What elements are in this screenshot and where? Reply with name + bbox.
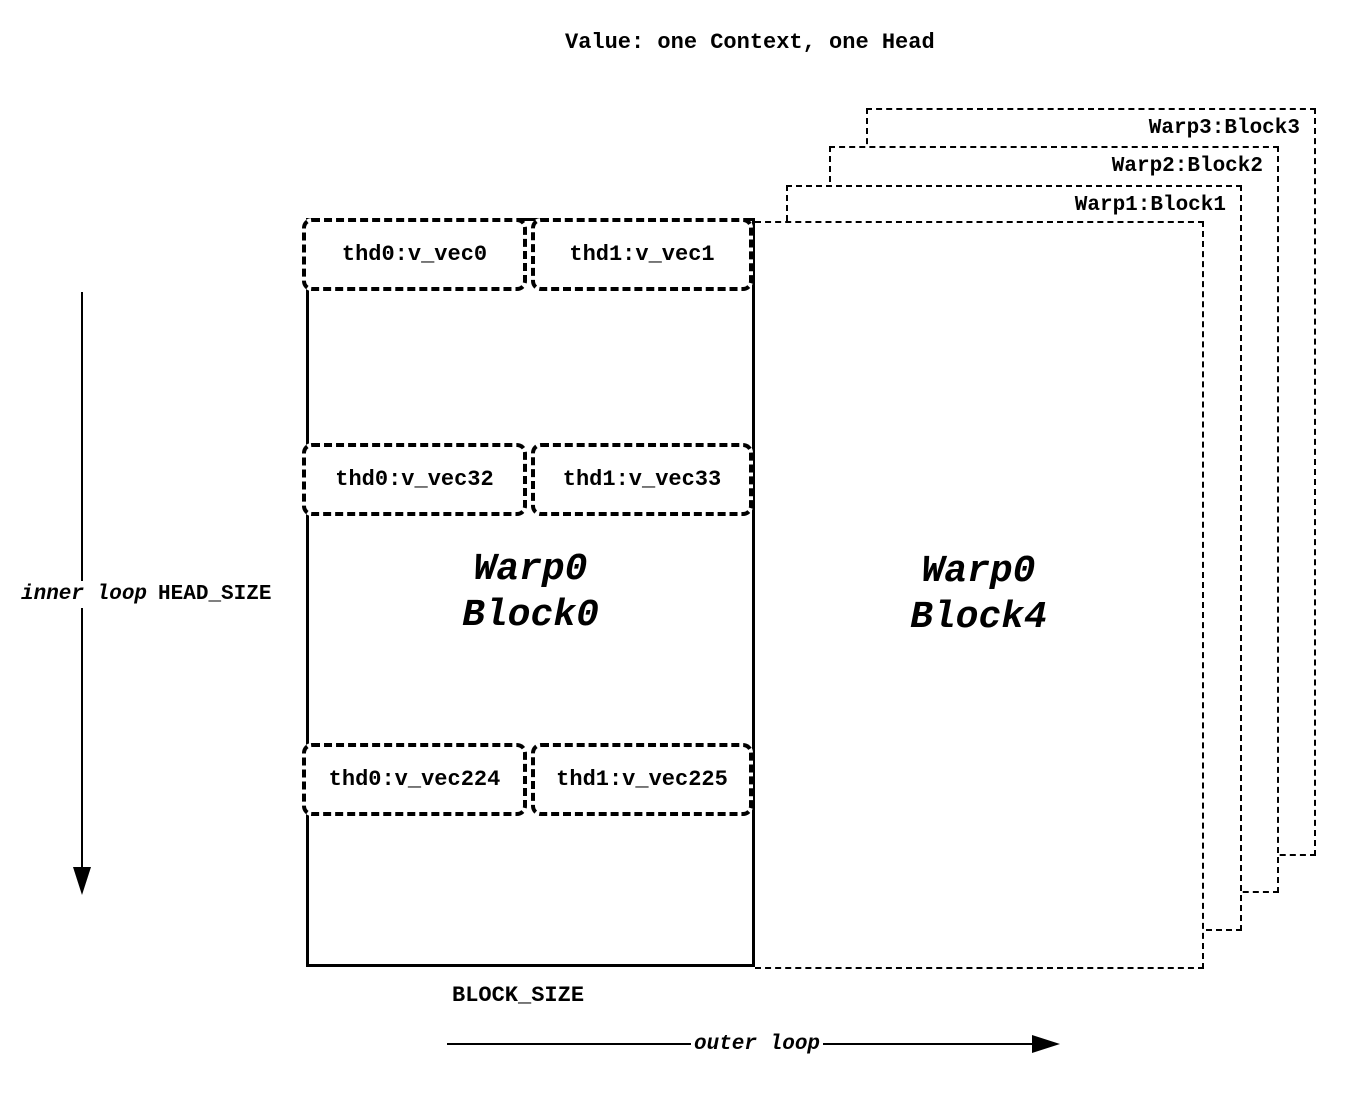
thread-cell-v-vec224: thd0:v_vec224	[302, 743, 527, 816]
thread-cell-v-vec33: thd1:v_vec33	[531, 443, 753, 516]
head-size-label: HEAD_SIZE	[158, 583, 272, 606]
warp0-block0-label	[462, 547, 599, 639]
warp1-block1-label: Warp1:Block1	[1074, 194, 1226, 217]
warp0-block0-rect	[306, 218, 755, 967]
block-size-label: BLOCK_SIZE	[452, 983, 585, 1008]
warp2-block2-label: Warp2:Block2	[1111, 155, 1263, 178]
warp0-block4-warp-line: Warp0	[921, 550, 1036, 593]
warp0-block0-warp-line: Warp0	[473, 547, 588, 591]
warp0-block4-block-line: Block4	[910, 596, 1047, 639]
warp0-block0-block-line: Block0	[462, 593, 599, 637]
warp0-block4-label	[910, 549, 1047, 641]
thread-cell-v-vec0: thd0:v_vec0	[302, 218, 527, 291]
outer-loop-label: outer loop	[691, 1031, 823, 1058]
warp0-block4-rect	[755, 221, 1204, 969]
inner-loop-axis-label	[18, 581, 274, 608]
thread-cell-v-vec225: thd1:v_vec225	[531, 743, 753, 816]
warp3-block3-label: Warp3:Block3	[1148, 117, 1300, 140]
thread-cell-v-vec32: thd0:v_vec32	[302, 443, 527, 516]
inner-loop-label: inner loop	[21, 583, 148, 606]
thread-cell-v-vec1: thd1:v_vec1	[531, 218, 753, 291]
diagram-title: Value: one Context, one Head	[565, 30, 935, 55]
